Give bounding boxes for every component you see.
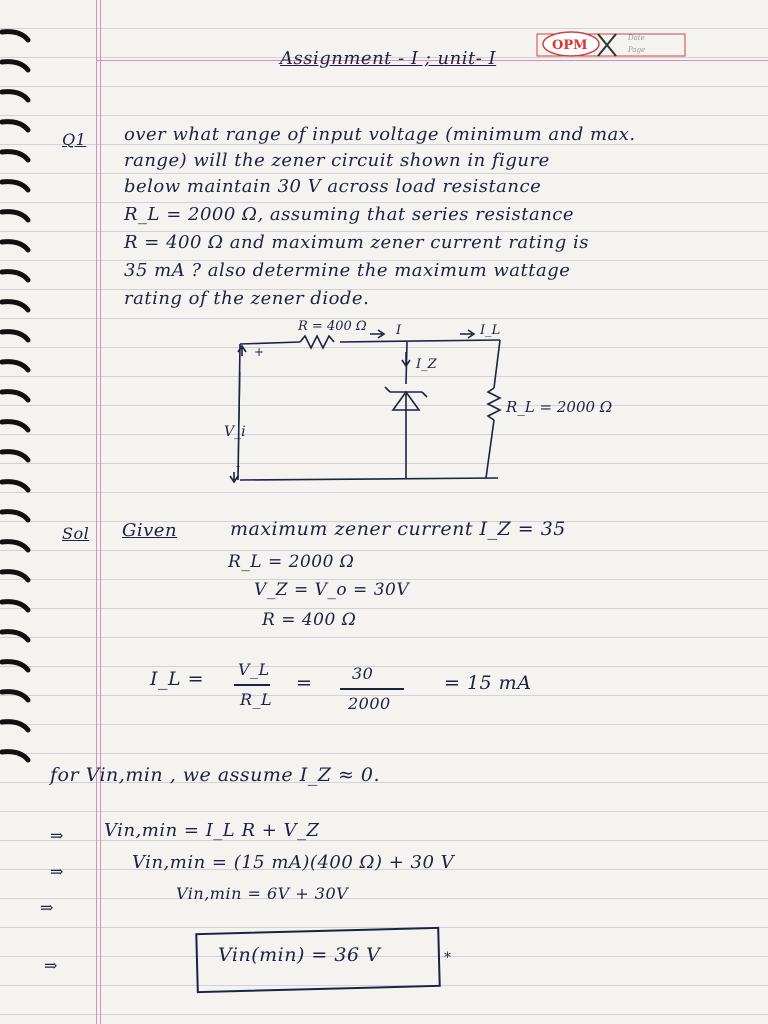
- final-arrow: ⇒: [44, 956, 58, 975]
- question-line-5: R = 400 Ω and maximum zener current rating is: [124, 232, 589, 253]
- il-fraction-bar-1: [234, 684, 270, 686]
- il-num-2: 30: [352, 664, 374, 683]
- circuit-vi-label: V_i: [224, 424, 246, 440]
- circuit-rl-label: R_L = 2000 Ω: [506, 398, 613, 416]
- brand-logo: [536, 30, 686, 60]
- step-1: Vin,min = I_L R + V_Z: [104, 820, 320, 841]
- given-line-2: R_L = 2000 Ω: [228, 552, 355, 572]
- question-number: Q1: [62, 130, 87, 149]
- circuit-iz-label: I_Z: [416, 357, 437, 372]
- page-title: Assignment - I ; unit- I: [280, 48, 497, 69]
- question-line-4: R_L = 2000 Ω, assuming that series resistance: [124, 204, 575, 225]
- spiral-binding: [0, 20, 34, 1020]
- step-3: Vin,min = 6V + 30V: [176, 884, 349, 903]
- il-den-1: R_L: [240, 690, 273, 709]
- step-1-arrow: ⇒: [50, 826, 64, 845]
- load-resistor: [488, 388, 500, 420]
- logo-text: OPM: [552, 38, 588, 53]
- zener-circuit-diagram: [210, 312, 670, 492]
- question-line-7: rating of the zener diode.: [124, 288, 370, 309]
- series-resistor: [300, 336, 334, 348]
- question-line-6: 35 mA ? also determine the maximum wattage: [124, 260, 571, 281]
- il-result: = 15 mA: [444, 672, 532, 694]
- step-2: Vin,min = (15 mA)(400 Ω) + 30 V: [132, 852, 455, 873]
- step-3-arrow: ⇒: [40, 898, 54, 917]
- circuit-i-label: I: [396, 323, 402, 338]
- il-den-2: 2000: [348, 694, 391, 713]
- il-fraction-bar-2: [340, 688, 404, 690]
- il-num-1: V_L: [238, 660, 270, 679]
- given-line-4: R = 400 Ω: [262, 610, 357, 630]
- circuit-plus-label: +: [254, 345, 265, 359]
- margin-line-1: [96, 0, 97, 1024]
- given-label: Given: [122, 520, 178, 541]
- il-equals: =: [296, 672, 313, 694]
- final-mark: *: [444, 950, 452, 966]
- given-line-3: V_Z = V_o = 30V: [254, 580, 410, 600]
- step-2-arrow: ⇒: [50, 862, 64, 881]
- question-line-2: range) will the zener circuit shown in figure: [124, 150, 550, 171]
- question-line-1: over what range of input voltage (minimum and max.: [124, 124, 636, 145]
- solution-label: Sol: [62, 524, 90, 543]
- il-lhs: I_L =: [150, 668, 205, 690]
- circuit-il-label: I_L: [480, 323, 501, 338]
- circuit-r-label: R = 400 Ω: [298, 319, 367, 334]
- margin-line-2: [100, 0, 101, 1024]
- logo-page-label: Page: [628, 46, 646, 54]
- given-line-1: maximum zener current I_Z = 35: [230, 518, 566, 540]
- question-line-3: below maintain 30 V across load resistance: [124, 176, 542, 197]
- logo-date-label: Date: [628, 34, 645, 42]
- assumption-line: for Vin,min , we assume I_Z ≈ 0.: [50, 764, 381, 786]
- final-answer: Vin(min) = 36 V: [218, 944, 381, 966]
- circuit-minus-label: -: [236, 459, 241, 473]
